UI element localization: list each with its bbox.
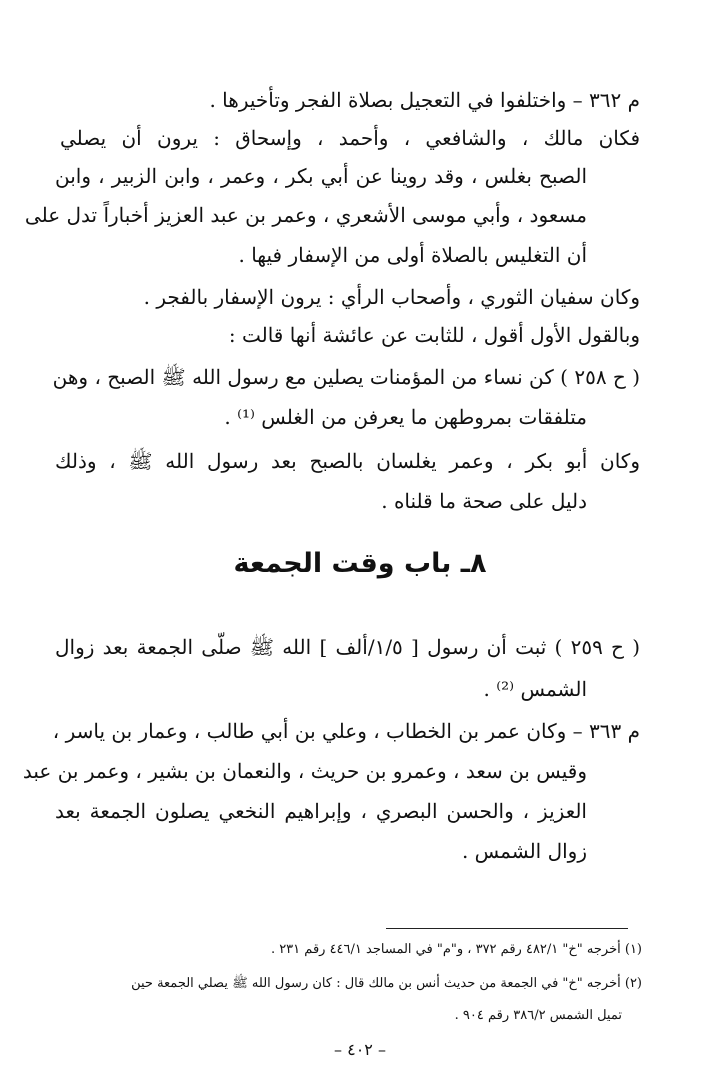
text-line: دليل على صحة ما قلناه . xyxy=(381,489,587,513)
text-line: مسعود ، وأبي موسى الأشعري ، وعمر بن عبد العزيز أخباراً تدل على xyxy=(24,203,587,227)
text-line: الشمس ⁽²⁾ . xyxy=(483,677,587,701)
text-line: وكان أبو بكر ، وعمر يغلسان بالصبح بعد رسول الله ﷺ ، وذلك xyxy=(55,449,640,473)
text-line: زوال الشمس . xyxy=(461,839,587,863)
text-line: م ٣٦٣ – وكان عمر بن الخطاب ، وعلي بن أبي طالب ، وعمار بن ياسر ، xyxy=(52,719,640,743)
text-line: متلفقات بمروطهن ما يعرفن من الغلس ⁽¹⁾ . xyxy=(224,405,587,429)
text-line: العزيز ، والحسن البصري ، وإبراهيم النخعي يصلون الجمعة بعد xyxy=(55,799,587,823)
footnote: (٢) أخرجه "خ" في الجمعة من حديث أنس بن مالك قال : كان رسول الله ﷺ يصلي الجمعة حين xyxy=(131,976,642,991)
section-heading: ٨ـ باب وقت الجمعة xyxy=(233,548,487,579)
page-number: – ٤٠٢ – xyxy=(334,1040,386,1059)
footnote-continuation: تميل الشمس ٣٨٦/٢ رقم ٩٠٤ . xyxy=(454,1008,622,1023)
text-line: وقيس بن سعد ، وعمرو بن حريث ، والنعمان بن بشير ، وعمر بن عبد xyxy=(22,759,587,783)
text-line: وكان سفيان الثوري ، وأصحاب الرأي : يرون الإسفار بالفجر . xyxy=(143,285,640,309)
footnote: (١) أخرجه "خ" ٤٨٢/١ رقم ٣٧٢ ، و"م" في المساجد ٤٤٦/١ رقم ٢٣١ . xyxy=(270,942,642,957)
text-line: الصبح بغلس ، وقد روينا عن أبي بكر ، وعمر ، وابن الزبير ، وابن xyxy=(55,164,587,188)
text-line: م ٣٦٢ – واختلفوا في التعجيل بصلاة الفجر وتأخيرها . xyxy=(209,88,640,112)
text-line: ( ح ٢٥٩ ) ثبت أن رسول [ ١/٥/ألف ] الله ﷺ صلّى الجمعة بعد زوال xyxy=(55,635,641,659)
text-line: فكان مالك ، والشافعي ، وأحمد ، وإسحاق : يرون أن يصلي xyxy=(60,126,640,150)
text-line: ( ح ٢٥٨ ) كن نساء من المؤمنات يصلين مع رسول الله ﷺ الصبح ، وهن xyxy=(52,365,640,389)
text-line: أن التغليس بالصلاة أولى من الإسفار فيها . xyxy=(238,243,587,267)
footnote-divider xyxy=(386,928,628,929)
text-line: وبالقول الأول أقول ، للثابت عن عائشة أنها قالت : xyxy=(228,323,640,347)
